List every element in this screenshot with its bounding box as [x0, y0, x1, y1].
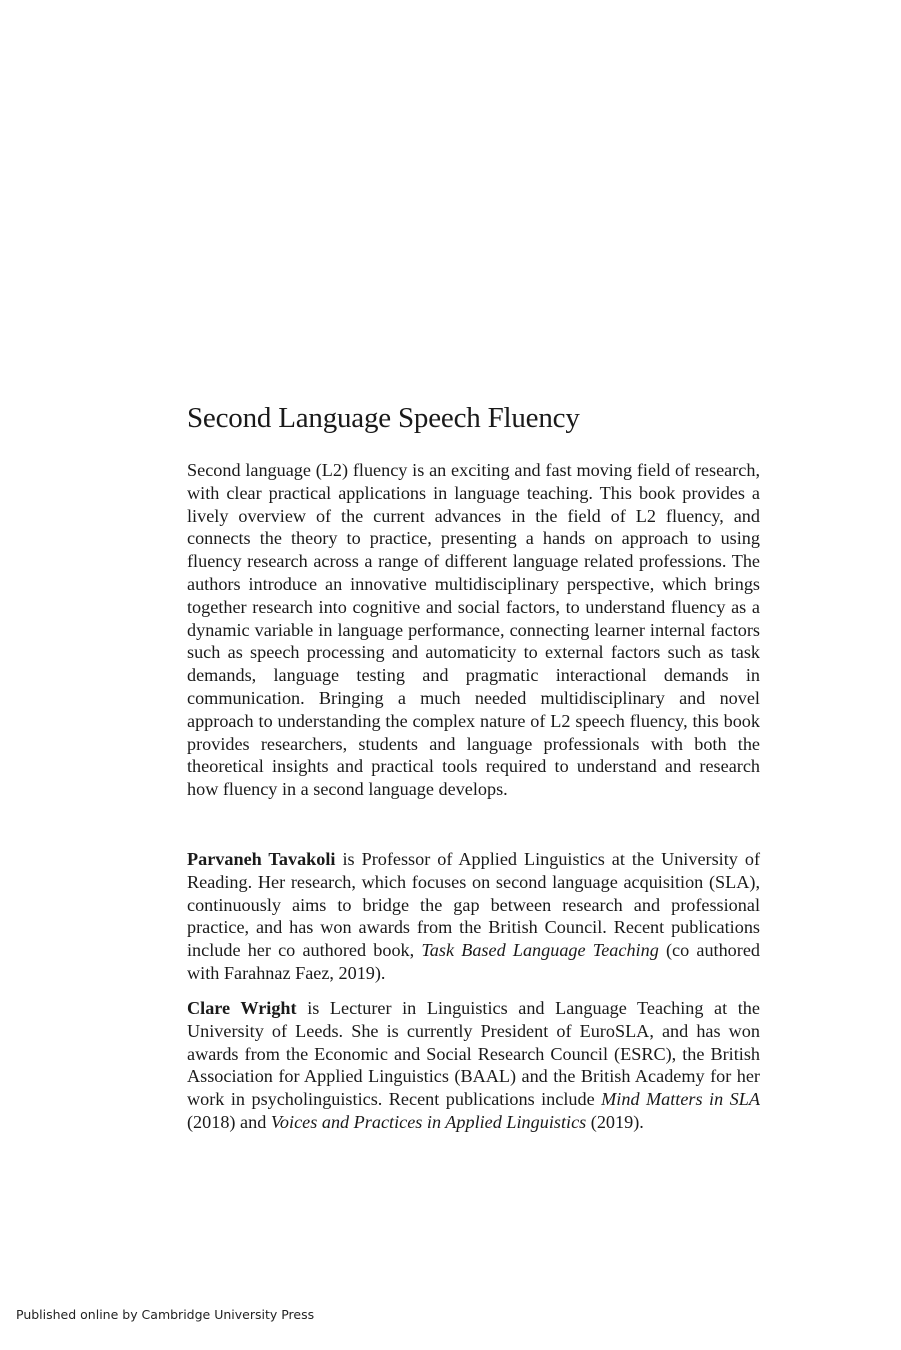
publication-title: Voices and Practices in Applied Linguistics	[270, 1111, 587, 1132]
author-bio-text: (co authored with Farahnaz Faez, 2019).	[187, 940, 760, 983]
author-bio-text: (2018) and	[187, 1111, 271, 1132]
publication-title: Task Based Language Teaching	[421, 940, 659, 961]
publisher-footer: Published online by Cambridge University Press	[16, 1307, 315, 1322]
publication-title: Mind Matters in SLA	[601, 1089, 760, 1110]
author-bio-wright	[187, 997, 760, 1134]
author-bio-text: is Professor of Applied Linguistics at the University of Reading. Her research, which focuses on second language acquisition (SLA), continuously aims to bridge the gap between research and professional practice, and has won awards from the British Council. Recent publications include her co authored book,	[187, 849, 760, 961]
author-name: Parvaneh Tavakoli	[187, 849, 336, 869]
page-title: Second Language Speech Fluency	[187, 402, 580, 434]
author-bio-text: (2019).	[586, 1111, 644, 1132]
book-description: Second language (L2) fluency is an exciting and fast moving field of research, with clear practical applications in language teaching. This book provides a lively overview of the current advances in the field of L2 fluency, and connects the theory to practice, presenting a hands on approach to using fluency research across a range of different language related professions. The authors introduce an innovative multidisciplinary perspective, which brings together research into cognitive and social factors, to understand fluency as a dynamic variable in language performance, connecting learner internal factors such as speech processing and automaticity to external factors such as task demands, language testing and pragmatic interactional demands in communication. Bringing a much needed multidisciplinary and novel approach to understanding the complex nature of L2 speech fluency, this book provides researchers, students and language professionals with both the theoretical insights and practical tools required to understand and research how fluency in a second language develops.	[187, 460, 760, 800]
author-name: Clare Wright	[187, 998, 297, 1018]
author-bio-text: is Lecturer in Linguistics and Language Teaching at the University of Leeds. She is currently President of EuroSLA, and has won awards from the Economic and Social Research Council (ESRC), the British Association for Applied Linguistics (BAAL) and the British Academy for her work in psycholinguistics. Recent publications include	[187, 998, 760, 1110]
author-bio-tavakoli	[187, 848, 760, 985]
